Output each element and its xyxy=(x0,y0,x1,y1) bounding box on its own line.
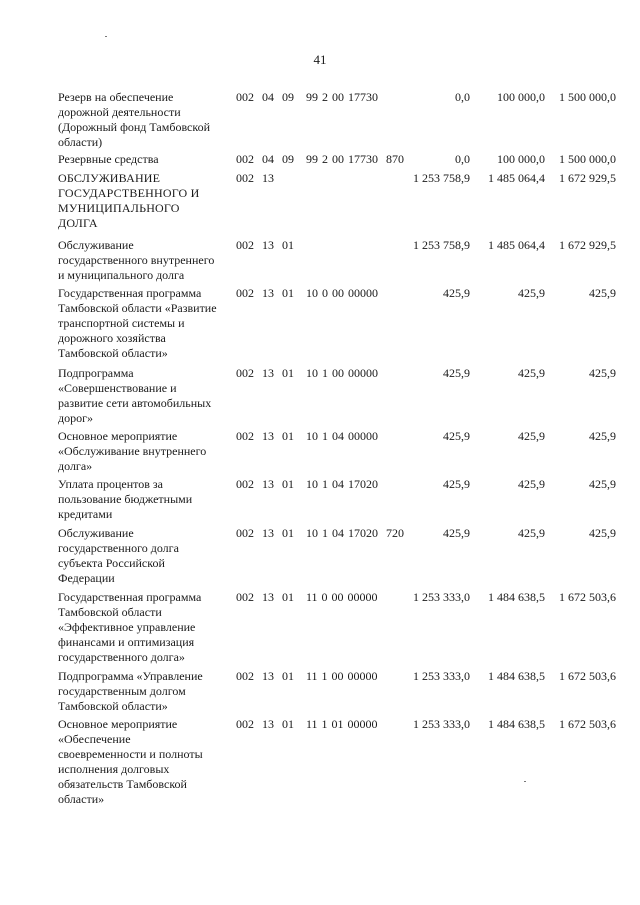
row-value-1: 1 253 333,0 xyxy=(413,590,470,604)
row-value-3: 425,9 xyxy=(589,286,616,300)
row-name: Обслуживание государственного долга субъекта Российской Федерации xyxy=(58,526,179,585)
row-code: 002 13 01 10 1 04 17020 xyxy=(236,477,378,491)
row-code: 002 13 01 10 1 04 17020 720 xyxy=(236,526,404,540)
row-value-3: 1 672 503,6 xyxy=(559,717,616,731)
row-value-3: 425,9 xyxy=(589,366,616,380)
row-value-1: 425,9 xyxy=(443,366,470,380)
row-code: 002 13 01 11 1 00 00000 xyxy=(236,669,378,683)
row-value-1: 0,0 xyxy=(455,152,470,166)
row-value-3: 1 672 503,6 xyxy=(559,590,616,604)
row-code: 002 13 01 10 1 04 00000 xyxy=(236,429,378,443)
row-name: Обслуживание государственного внутреннего и муниципального долга xyxy=(58,238,215,282)
row-code: 002 13 01 10 1 00 00000 xyxy=(236,366,378,380)
row-code: 002 13 01 xyxy=(236,238,294,252)
row-value-3: 1 672 503,6 xyxy=(559,669,616,683)
row-code: 002 13 01 11 0 00 00000 xyxy=(236,590,378,604)
row-value-2: 425,9 xyxy=(518,526,545,540)
row-name: Резерв на обеспечение дорожной деятельности (Дорожный фонд Тамбовской области) xyxy=(58,90,211,149)
row-value-2: 1 485 064,4 xyxy=(488,238,545,252)
row-code: 002 04 09 99 2 00 17730 870 xyxy=(236,152,404,166)
row-value-3: 1 672 929,5 xyxy=(559,238,616,252)
row-code: 002 13 01 10 0 00 00000 xyxy=(236,286,378,300)
row-value-1: 425,9 xyxy=(443,526,470,540)
row-value-2: 425,9 xyxy=(518,429,545,443)
row-value-1: 1 253 333,0 xyxy=(413,717,470,731)
row-value-1: 1 253 333,0 xyxy=(413,669,470,683)
row-name: ОБСЛУЖИВАНИЕ ГОСУДАРСТВЕННОГО И МУНИЦИПАЛЬНОГО ДОЛГА xyxy=(58,171,200,230)
page-number: 41 xyxy=(313,52,327,67)
row-name: Государственная программа Тамбовской области «Эффективное управление финансами и оптимизация государственного долга» xyxy=(58,590,202,664)
row-value-1: 425,9 xyxy=(443,429,470,443)
row-value-2: 1 484 638,5 xyxy=(488,717,545,731)
row-value-3: 425,9 xyxy=(589,429,616,443)
row-name: Государственная программа Тамбовской области «Развитие транспортной системы и дорожного хозяйства Тамбовской области» xyxy=(58,286,217,360)
row-value-3: 425,9 xyxy=(589,477,616,491)
row-value-2: 425,9 xyxy=(518,477,545,491)
row-value-1: 1 253 758,9 xyxy=(413,238,470,252)
row-value-2: 1 484 638,5 xyxy=(488,590,545,604)
row-value-3: 1 672 929,5 xyxy=(559,171,616,185)
row-value-1: 425,9 xyxy=(443,477,470,491)
row-value-2: 425,9 xyxy=(518,366,545,380)
row-value-2: 100 000,0 xyxy=(497,152,545,166)
row-value-3: 1 500 000,0 xyxy=(559,90,616,104)
row-value-1: 0,0 xyxy=(455,90,470,104)
row-value-1: 425,9 xyxy=(443,286,470,300)
row-name: Основное мероприятие «Обслуживание внутреннего долга» xyxy=(58,429,207,473)
row-value-2: 1 485 064,4 xyxy=(488,171,545,185)
row-value-1: 1 253 758,9 xyxy=(413,171,470,185)
row-name: Резервные средства xyxy=(58,152,159,166)
row-code: 002 13 xyxy=(236,171,274,185)
row-value-3: 1 500 000,0 xyxy=(559,152,616,166)
row-name: Подпрограмма «Управление государственным долгом Тамбовской области» xyxy=(58,669,203,713)
row-value-2: 1 484 638,5 xyxy=(488,669,545,683)
row-code: 002 13 01 11 1 01 00000 xyxy=(236,717,378,731)
row-value-2: 425,9 xyxy=(518,286,545,300)
scan-speck xyxy=(105,36,107,37)
row-code: 002 04 09 99 2 00 17730 xyxy=(236,90,378,104)
row-value-3: 425,9 xyxy=(589,526,616,540)
row-name: Уплата процентов за пользование бюджетными кредитами xyxy=(58,477,193,521)
scan-speck xyxy=(524,781,526,782)
row-name: Основное мероприятие «Обеспечение своевременности и полноты исполнения долговых обязательств Тамбовской области» xyxy=(58,717,203,806)
row-name: Подпрограмма «Совершенствование и развитие сети автомобильных дорог» xyxy=(58,366,212,425)
row-value-2: 100 000,0 xyxy=(497,90,545,104)
